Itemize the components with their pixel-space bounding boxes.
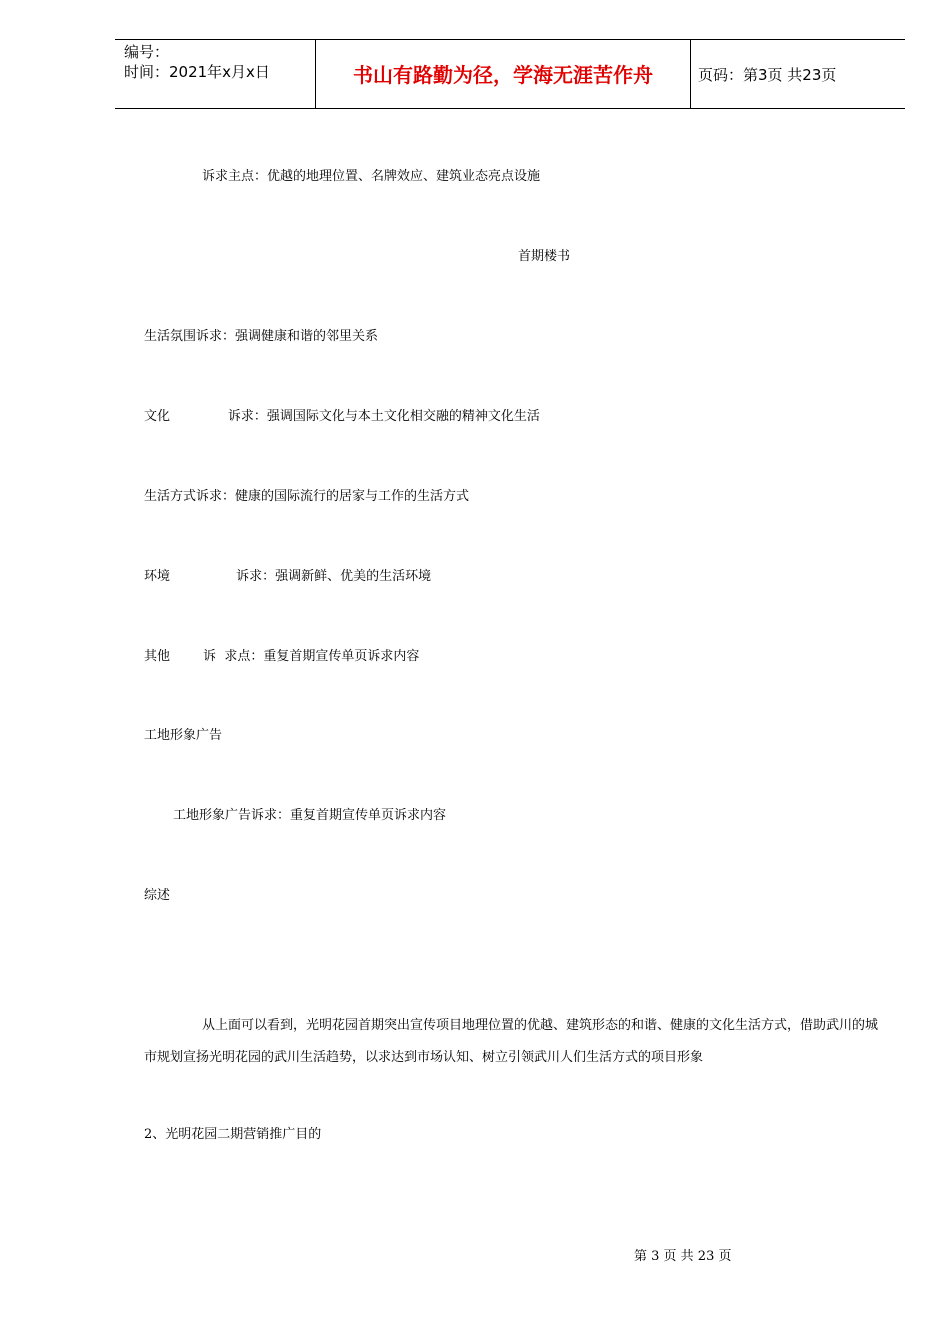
culture-appeal: 文化 诉求：强调国际文化与本土文化相交融的精神文化生活 [144, 409, 540, 424]
header-left-cell [115, 40, 315, 108]
header-page-number: 页码：第3页 共23页 [698, 66, 837, 84]
header-motto: 书山有路勤为径，学海无涯苦作舟 [353, 63, 653, 87]
life-atmosphere-appeal: 生活氛围诉求：强调健康和谐的邻里关系 [144, 329, 379, 344]
lifestyle-appeal: 生活方式诉求：健康的国际流行的居家与工作的生活方式 [144, 489, 470, 504]
page-footer: 第 3 页 共 23 页 [634, 1249, 732, 1264]
page-header [115, 39, 905, 109]
section-heading-phase-two: 2、光明花园二期营销推广目的 [144, 1127, 322, 1142]
summary-heading: 综述 [144, 888, 171, 903]
document-number-label: 编号： [124, 43, 170, 61]
appeal-main-points: 诉求主点：优越的地理位置、名牌效应、建筑业态亮点设施 [202, 169, 541, 184]
document-date-label: 时间：2021年x月x日 [124, 63, 270, 81]
header-motto-cell [315, 40, 691, 108]
site-image-ad-heading: 工地形象广告 [144, 728, 223, 743]
summary-paragraph: 从上面可以看到，光明花园首期突出宣传项目地理位置的优越、建筑形态的和谐、健康的文化生活方式，借助武川的城市规划宣扬光明花园的武川生活趋势，以求达到市场认知、树立引领武川人们生活方式的项目形象 [144, 1018, 879, 1065]
header-right-cell [690, 40, 905, 108]
other-appeal: 其他 诉 求点：重复首期宣传单页诉求内容 [144, 649, 420, 664]
environment-appeal: 环境 诉求：强调新鲜、优美的生活环境 [144, 569, 432, 584]
site-image-ad-appeal: 工地形象广告诉求：重复首期宣传单页诉求内容 [173, 808, 447, 823]
first-phase-brochure-title: 首期楼书 [518, 249, 571, 264]
